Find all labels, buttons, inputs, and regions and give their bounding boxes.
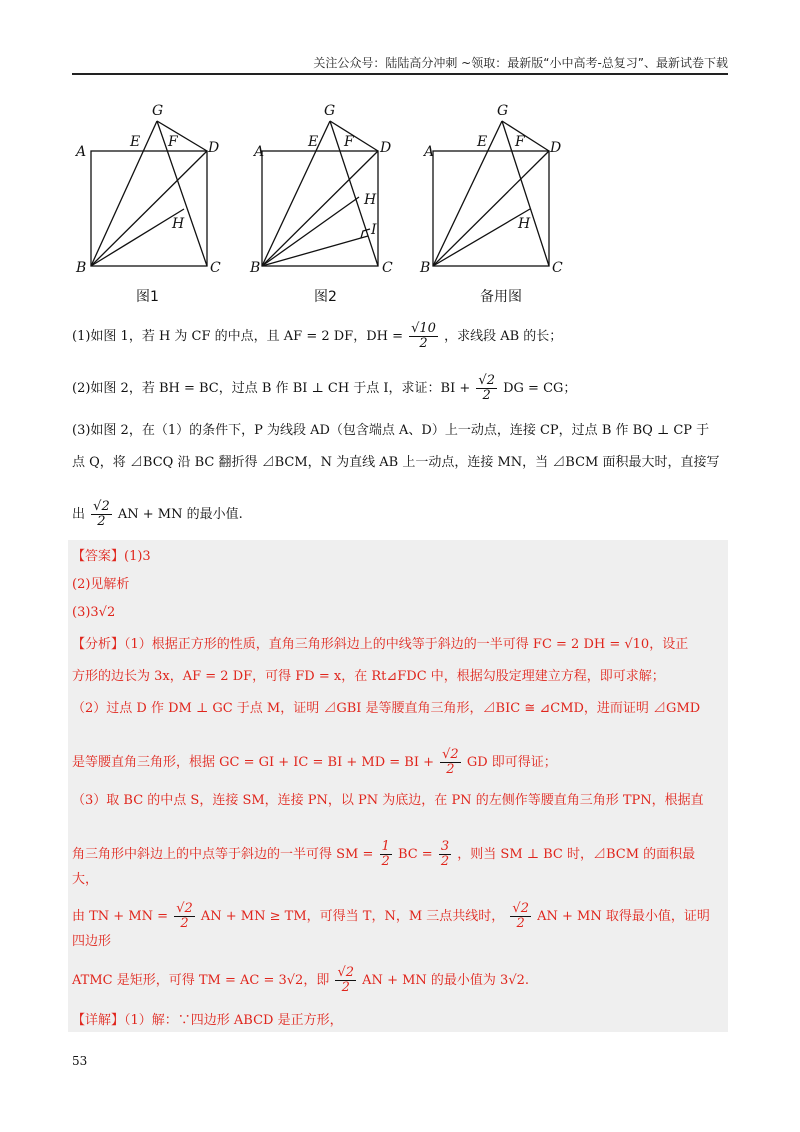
- label-a-fig2: A: [254, 144, 265, 160]
- label-f-fig2: F: [344, 134, 354, 150]
- q1-text-pre: (1)如图 1，若 H 为 CF 的中点，且 AF = 2 DF，DH =: [72, 329, 403, 344]
- answer-2: (2)见解析: [72, 577, 130, 592]
- geometry-figures: [72, 100, 592, 310]
- label-e-spare: E: [477, 134, 488, 150]
- analysis-p2-line2: 是等腰直角三角形，根据 GC = GI + IC = BI + MD = BI + $\frac{√2}{2}$ GD 即可得证；: [72, 747, 557, 777]
- analysis-p3-line2: 角三角形中斜边上的中点等于斜边的一半可得 SM = $\frac{1}{2}$ BC = $\frac{3}{2}$ ，则当 SM ⊥ BC 时，⊿BCM 的面积最大，: [72, 839, 696, 887]
- q3-fraction: $\frac{√2}{2}$: [93, 499, 110, 529]
- label-f-spare: F: [515, 134, 525, 150]
- label-d-spare: D: [550, 140, 562, 156]
- analysis-p3-line4: ATMC 是矩形，可得 TM = AC = 3√2，即 $\frac{√2}{2}$ AN + MN 的最小值为 3√2.: [72, 965, 530, 995]
- analysis-p3-line1: （3）取 BC 的中点 S，连接 SM，连接 PN，以 PN 为底边，在 PN 的左侧作等腰直角三角形 TPN，根据直: [72, 793, 704, 808]
- q2-fraction: $\frac{√2}{2}$: [478, 373, 495, 403]
- q2-text-post: DG = CG；: [503, 381, 577, 396]
- question-3-line-1: (3)如图 2，在（1）的条件下，P 为线段 AD（包含端点 A、D）上一动点，连接 CP，过点 B 作 BQ ⊥ CP 于: [72, 423, 710, 438]
- label-h-fig1: H: [172, 216, 185, 232]
- detail-line: 【详解】（1）解：∵四边形 ABCD 是正方形，: [72, 1013, 343, 1028]
- analysis-p2-line1: （2）过点 D 作 DM ⊥ GC 于点 M，证明 ⊿GBI 是等腰直角三角形，⊿BIC ≅ ⊿CMD，进而证明 ⊿GMD: [72, 701, 701, 716]
- label-e-fig2: E: [308, 134, 319, 150]
- label-a-fig1: A: [76, 144, 87, 160]
- label-g-fig1: G: [152, 103, 164, 119]
- label-b-spare: B: [420, 260, 431, 276]
- detail-label: 【详解】: [72, 1013, 125, 1028]
- label-c-fig1: C: [210, 260, 221, 276]
- label-f-fig1: F: [168, 134, 178, 150]
- q1-fraction: $\frac{√10}{2}$: [411, 321, 436, 351]
- q1-text-post: ，求线段 AB 的长；: [444, 329, 563, 344]
- label-h-fig2: H: [364, 192, 377, 208]
- label-e-fig1: E: [130, 134, 141, 150]
- label-b-fig1: B: [76, 260, 87, 276]
- label-g-fig2: G: [324, 103, 336, 119]
- label-a-spare: A: [424, 144, 435, 160]
- page-number: 53: [72, 1054, 88, 1068]
- label-g-spare: G: [497, 103, 509, 119]
- label-c-spare: C: [552, 260, 563, 276]
- analysis-p1-line2: 方形的边长为 3x，AF = 2 DF，可得 FD = x，在 Rt⊿FDC 中，根据勾股定理建立方程，即可求解；: [72, 669, 665, 684]
- question-3-line-2: 点 Q，将 ⊿BCQ 沿 BC 翻折得 ⊿BCM，N 为直线 AB 上一动点，连接 MN，当 ⊿BCM 面积最大时，直接写: [72, 455, 720, 470]
- question-3-line-3: 出 $\frac{√2}{2}$ AN + MN 的最小值.: [72, 499, 243, 529]
- label-b-fig2: B: [250, 260, 261, 276]
- label-d-fig2: D: [380, 140, 392, 156]
- answer-label: 【答案】: [72, 549, 125, 564]
- label-i-fig2: I: [371, 222, 377, 238]
- label-c-fig2: C: [382, 260, 393, 276]
- q2-text-pre: (2)如图 2，若 BH = BC，过点 B 作 BI ⊥ CH 于点 I，求证：BI +: [72, 381, 471, 396]
- page-header: 关注公众号：陆陆高分冲刺 ~领取：最新版“小中高考-总复习”、最新试卷下载: [313, 56, 728, 70]
- question-2: [72, 374, 728, 403]
- label-h-spare: H: [518, 216, 531, 232]
- figure-spare: [433, 121, 549, 266]
- caption-figure-2: 图2: [314, 289, 337, 305]
- analysis-p2-fraction: $\frac{√2}{2}$: [442, 747, 459, 777]
- analysis-p3-line3: 由 TN + MN = $\frac{√2}{2}$ AN + MN ≥ TM，可得当 T，N，M 三点共线时， $\frac{√2}{2}$ AN + MN 取得最小值，证明四边形: [72, 901, 710, 949]
- caption-figure-1: 图1: [136, 289, 159, 305]
- caption-figure-spare: 备用图: [480, 289, 522, 305]
- question-1: [72, 322, 728, 351]
- answer-1: 【答案】(1)3: [72, 549, 151, 564]
- figure-1: [91, 121, 207, 266]
- label-d-fig1: D: [208, 140, 220, 156]
- analysis-p1-line1: 【分析】（1）根据正方形的性质，直角三角形斜边上的中线等于斜边的一半可得 FC = 2 DH = √10，设正: [72, 637, 689, 652]
- header-divider: [72, 73, 728, 75]
- analysis-label: 【分析】: [72, 637, 125, 652]
- answer-3: (3)3√2: [72, 605, 116, 620]
- figure-2: [262, 121, 378, 266]
